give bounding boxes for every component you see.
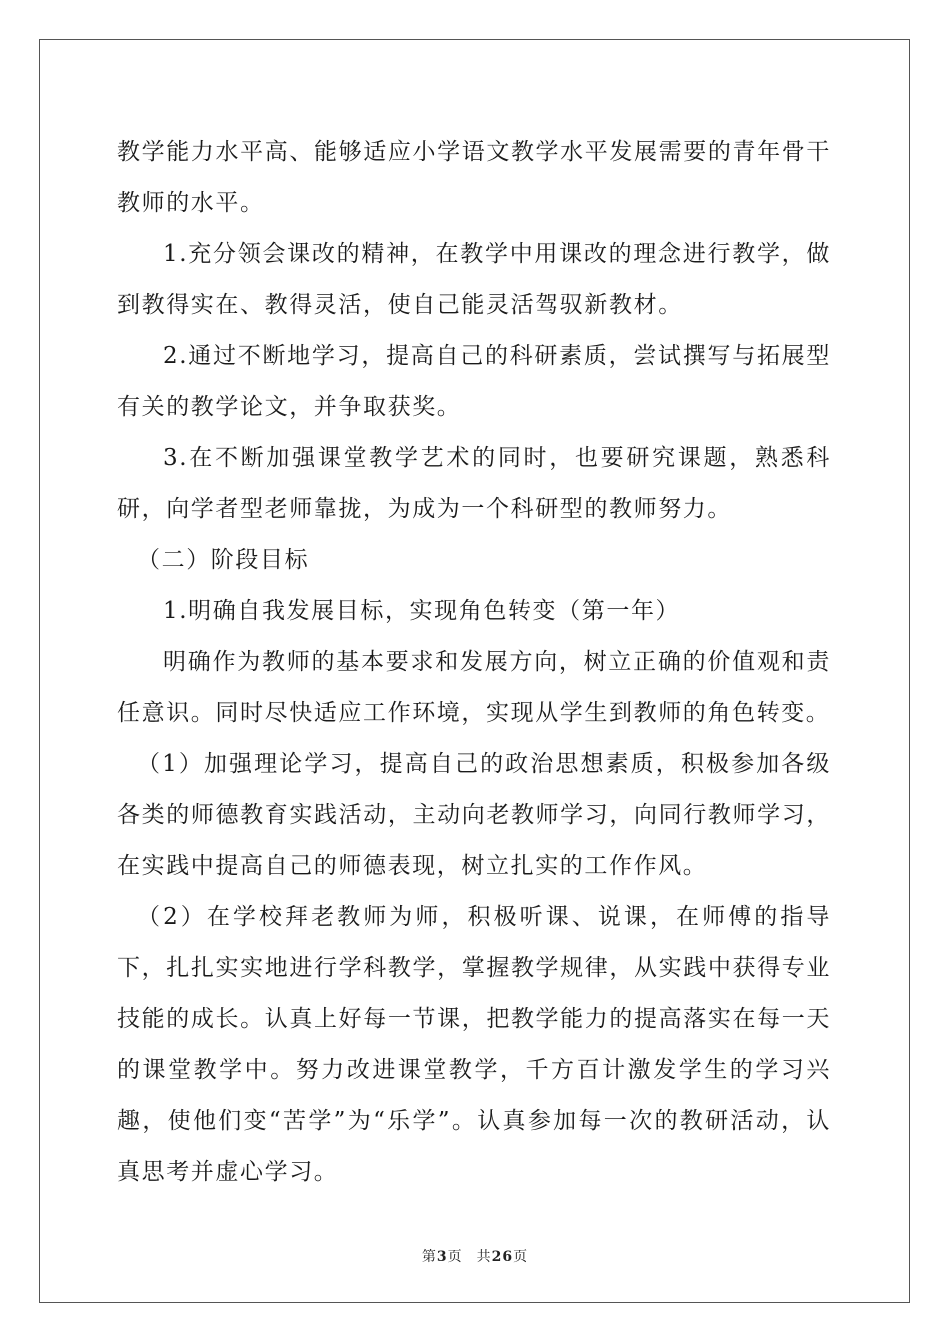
section-heading-stage-goals: （二）阶段目标 <box>137 547 310 573</box>
page-footer <box>0 1246 950 1266</box>
paragraph-goal-1: 1.充分领会课改的精神，在教学中用课改的理念进行教学，做到教得实在、教得灵活，使自己能灵活驾驭新教材。 <box>117 241 831 318</box>
total-suffix: 页 <box>513 1249 529 1265</box>
subheading-first-year: 1.明确自我发展目标，实现角色转变（第一年） <box>163 598 681 624</box>
total-prefix: 共 <box>476 1249 492 1265</box>
document-body <box>117 127 831 1198</box>
paragraph-item-2: （2）在学校拜老教师为师，积极听课、说课，在师傅的指导下，扎扎实实地进行学科教学，掌握教学规律，从实践中获得专业技能的成长。认真上好每一节课，把教学能力的提高落实在每一天的课堂教学中。努力改进课堂教学，千方百计激发学生的学习兴趣，使他们变“苦学”为“乐学”。认真参加每一次的教研活动，认真思考并虚心学习。 <box>117 904 831 1185</box>
page-number: 3 <box>436 1249 448 1265</box>
page-prefix: 第 <box>421 1249 437 1265</box>
page-suffix: 页 <box>447 1249 463 1265</box>
paragraph-first-year-summary: 明确作为教师的基本要求和发展方向，树立正确的价值观和责任意识。同时尽快适应工作环境，实现从学生到教师的角色转变。 <box>117 649 831 726</box>
paragraph-intro-continuation: 教学能力水平高、能够适应小学语文教学水平发展需要的青年骨干教师的水平。 <box>117 139 831 216</box>
paragraph-item-1: （1）加强理论学习，提高自己的政治思想素质，积极参加各级各类的师德教育实践活动，主动向老教师学习，向同行教师学习，在实践中提高自己的师德表现，树立扎实的工作作风。 <box>117 751 831 879</box>
paragraph-goal-3: 3.在不断加强课堂教学艺术的同时，也要研究课题，熟悉科研，向学者型老师靠拢，为成为一个科研型的教师努力。 <box>117 445 831 522</box>
paragraph-goal-2: 2.通过不断地学习，提高自己的科研素质，尝试撰写与拓展型有关的教学论文，并争取获奖。 <box>117 343 831 420</box>
total-pages: 26 <box>491 1249 514 1265</box>
